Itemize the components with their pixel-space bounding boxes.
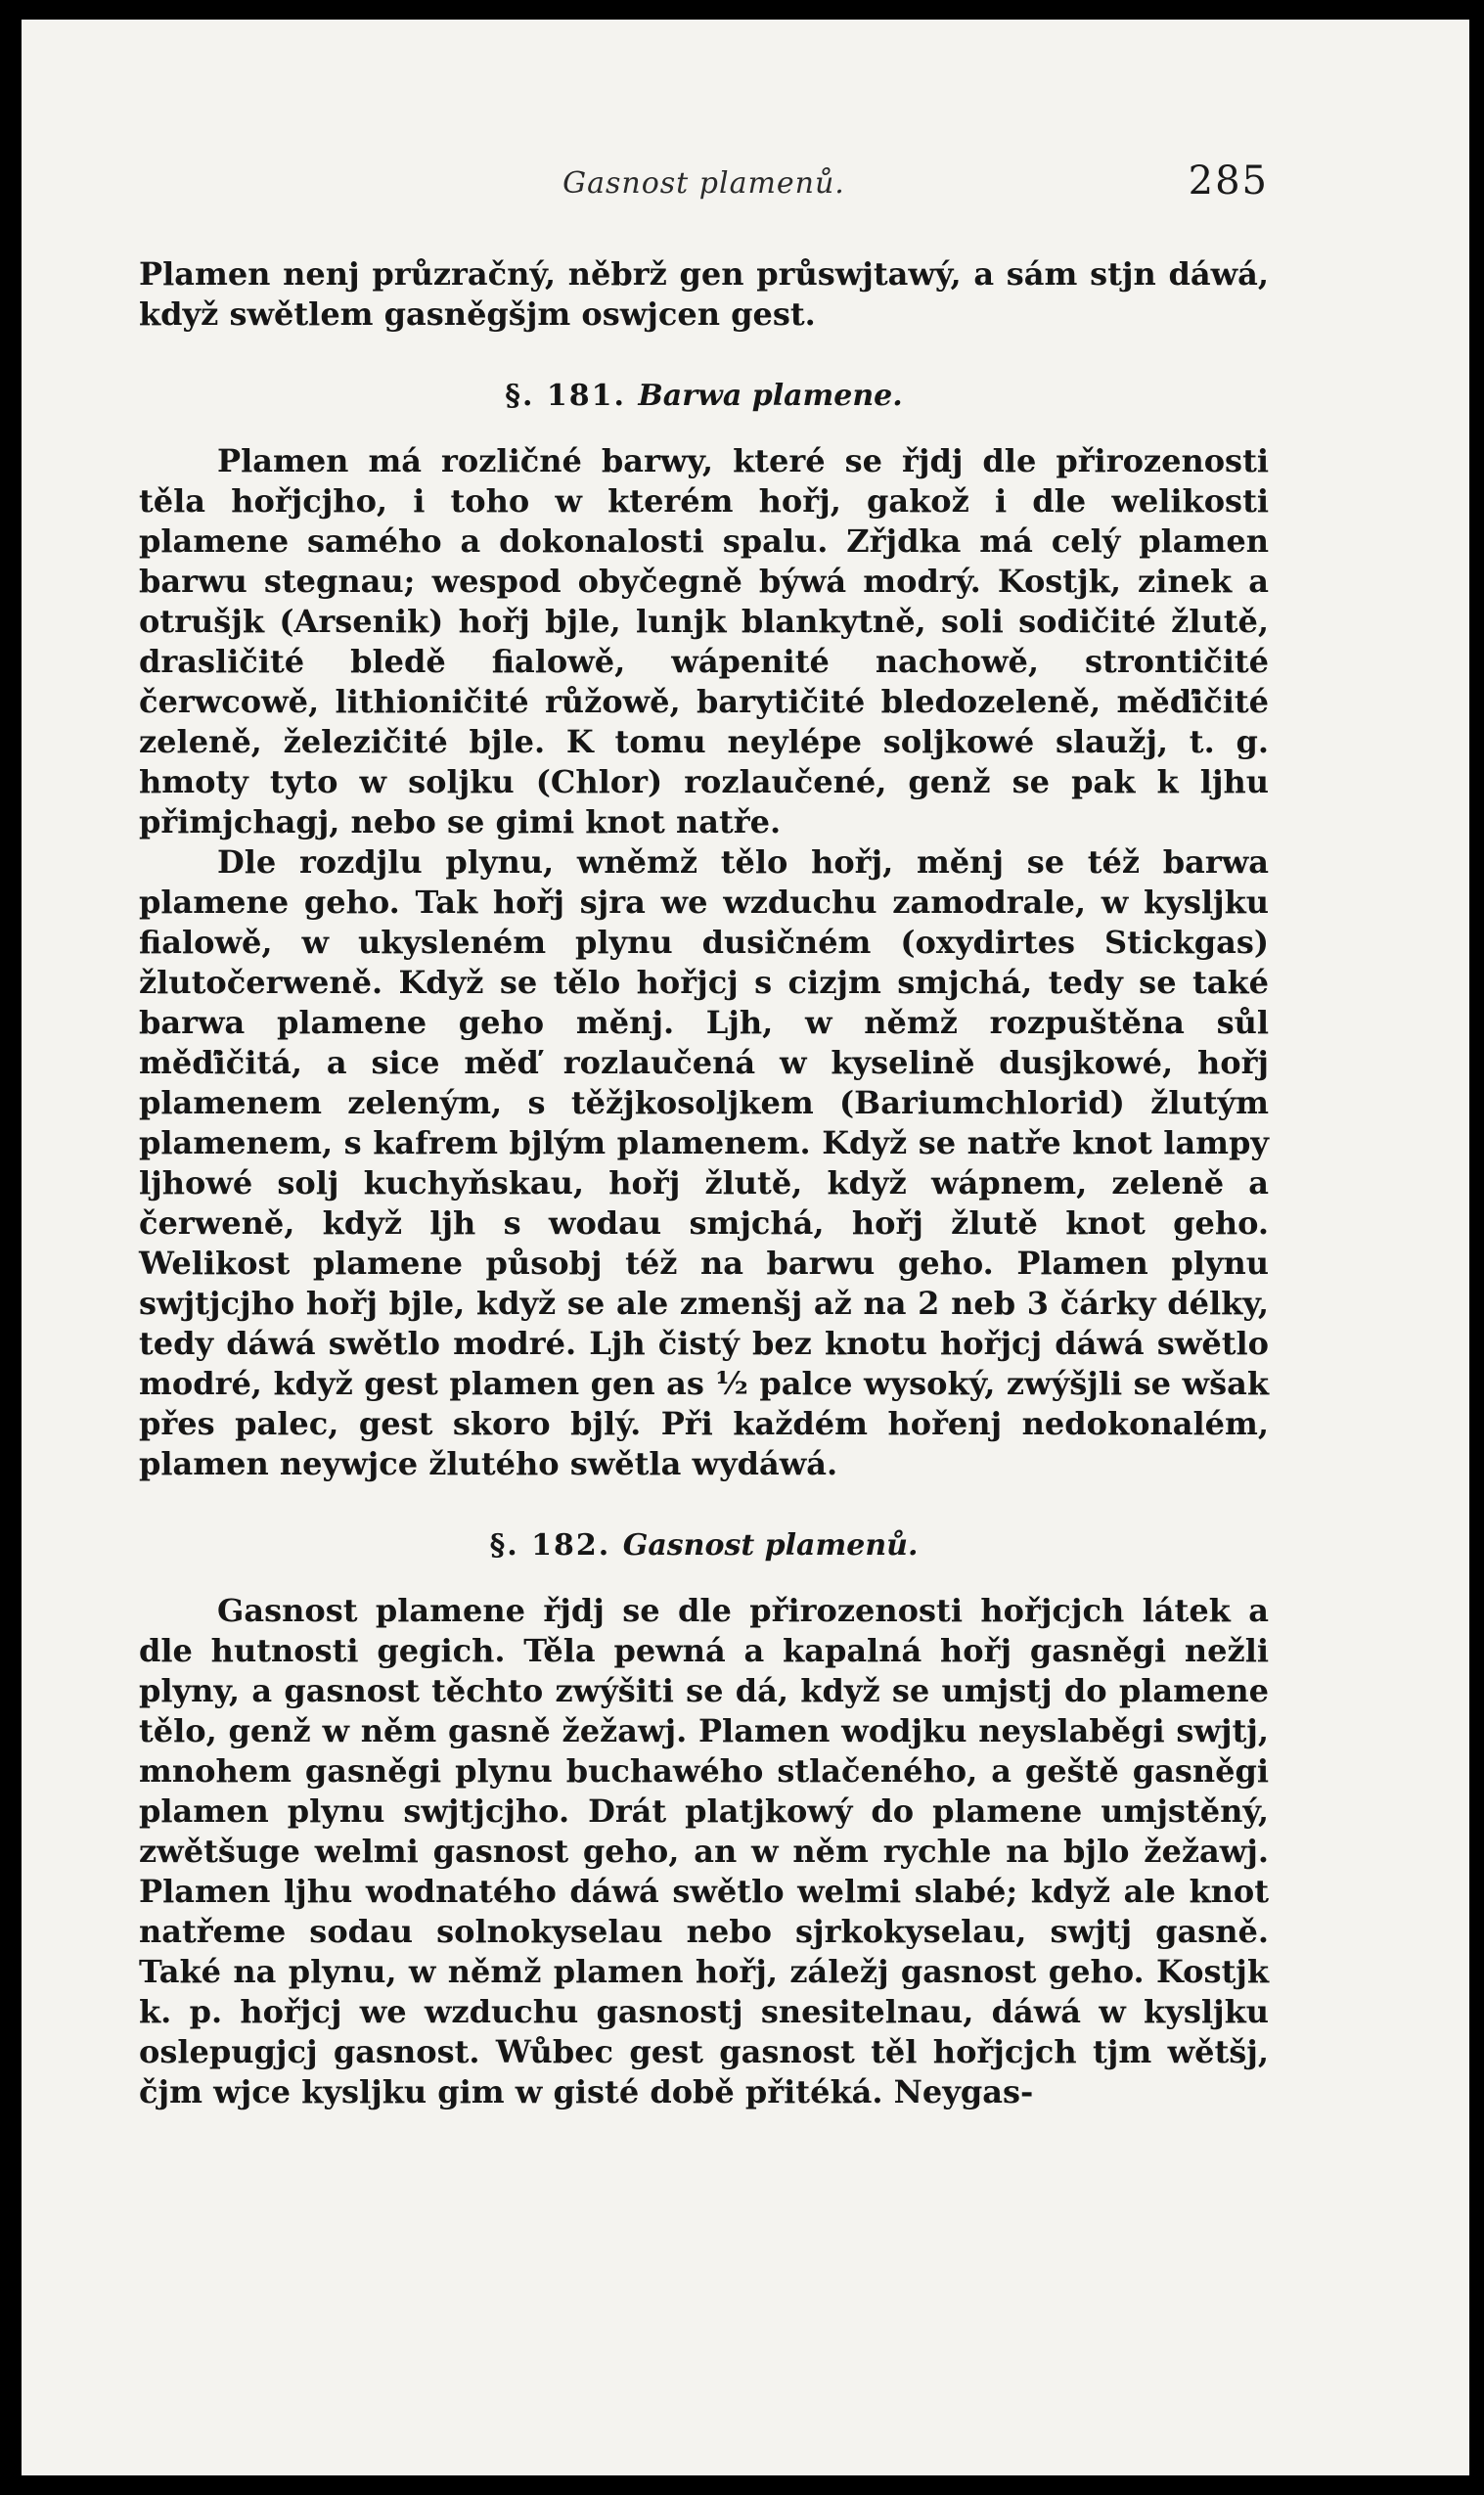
section-182-number: §. 182.: [489, 1528, 611, 1563]
section-181-title: Barwa plamene.: [638, 379, 903, 413]
page-number: 285: [1188, 159, 1269, 204]
section-181-paragraph-2: Dle rozdjlu plynu, wněmž tělo hořj, měnj se též barwa plamene geho. Tak hořj sjra we wzduchu zamodrale, w kysljku fialowě, w ukysleném plynu dusičném (oxydirtes Stickgas) žlutočerweně. Když se tělo hořjcj s cizjm smjchá, tedy se také barwa plamene geho měnj. Ljh, w němž rozpuštěna sůl měďičitá, a sice měď rozlaučená w kyselině dusjkowé, hořj plamenem zeleným, s těžjkosoljkem (Bariumchlorid) žlutým plamenem, s kafrem bjlým plamenem. Když se natře knot lampy ljhowé solj kuchyňskau, hořj žlutě, když wápnem, zeleně a čerweně, když ljh s wodau smjchá, hořj žlutě knot geho. Welikost plamene působj též na barwu geho. Plamen plynu swjtjcjho hořj bjle, když se ale zmenšj až na 2 neb 3 čárky délky, tedy dáwá swětlo modré. Ljh čistý bez knotu hořjcj dáwá swětlo modré, když gest plamen gen as ½ palce wysoký, zwýšjli se wšak přes palec, gest skoro bjlý. Při každém hořenj nedokonalém, plamen neywjce žlutého swětla wydáwá.: [139, 843, 1269, 1482]
section-182-paragraph-1: Gasnost plamene řjdj se dle přirozenosti hořjcjch látek a dle hutnosti gegich. Těla pewná a kapalná hořj gasněgi nežli plyny, a gasnost těchto zwýšiti se dá, když se umjstj do plamene tělo, genž w něm gasně žežawj. Plamen wodjku neyslaběgi swjtj, mnohem gasněgi plynu buchawého stlačeného, a geště gasněgi plamen plynu swjtjcjho. Drát platjkowý do plamene umjstěný, zwětšuge welmi gasnost geho, an w něm rychle na bjlo žežawj. Plamen ljhu wodnatého dáwá swětlo welmi slabé; když ale knot natřeme sodau solnokyselau nebo sjrkokyselau, swjtj gasně. Také na plynu, w němž plamen hořj, záležj gasnost geho. Kostjk k. p. hořjcj we wzduchu gasnostj snesitelnau, dáwá w kysljku oslepugjcj gasnost. Wůbec gest gasnost těl hořjcjch tjm wětšj, čjm wjce kysljku gim w gisté době přitéká. Neygas-: [139, 1592, 1269, 2110]
page-header: [139, 159, 1269, 235]
page-body: [139, 254, 1269, 2112]
section-181-heading: [139, 376, 1269, 416]
section-181-paragraph-1: Plamen má rozličné barwy, které se řjdj dle přirozenosti těla hořjcjho, i toho w kterém hořj, gakož i dle welikosti plamene samého a dokonalosti spalu. Zřjdka má celý plamen barwu stegnau; wespod obyčegně býwá modrý. Kostjk, zinek a otrušjk (Arsenik) hořj bjle, lunjk blankytně, soli sodičité žlutě, drasličité bledě fialowě, wápenité nachowě, strontičité čerwcowě, lithioničité růžowě, barytičité bledozeleně, měďičité zeleně, železičité bjle. K tomu neylépe soljkowé slaužj, t. g. hmoty tyto w soljku (Chlor) rozlaučené, genž se pak k ljhu přimjchagj, nebo se gimi knot natře.: [139, 442, 1269, 840]
book-page: [22, 20, 1469, 2475]
running-title: Gasnost plamenů.: [562, 166, 845, 201]
section-182-heading: [139, 1525, 1269, 1565]
opening-paragraph: Plamen nenj průzračný, něbrž gen průswjtawý, a sám stjn dáwá, když swětlem gasněgšjm oswjcen gest.: [139, 255, 1269, 333]
section-181-number: §. 181.: [505, 379, 626, 413]
section-182-title: Gasnost plamenů.: [622, 1528, 919, 1563]
